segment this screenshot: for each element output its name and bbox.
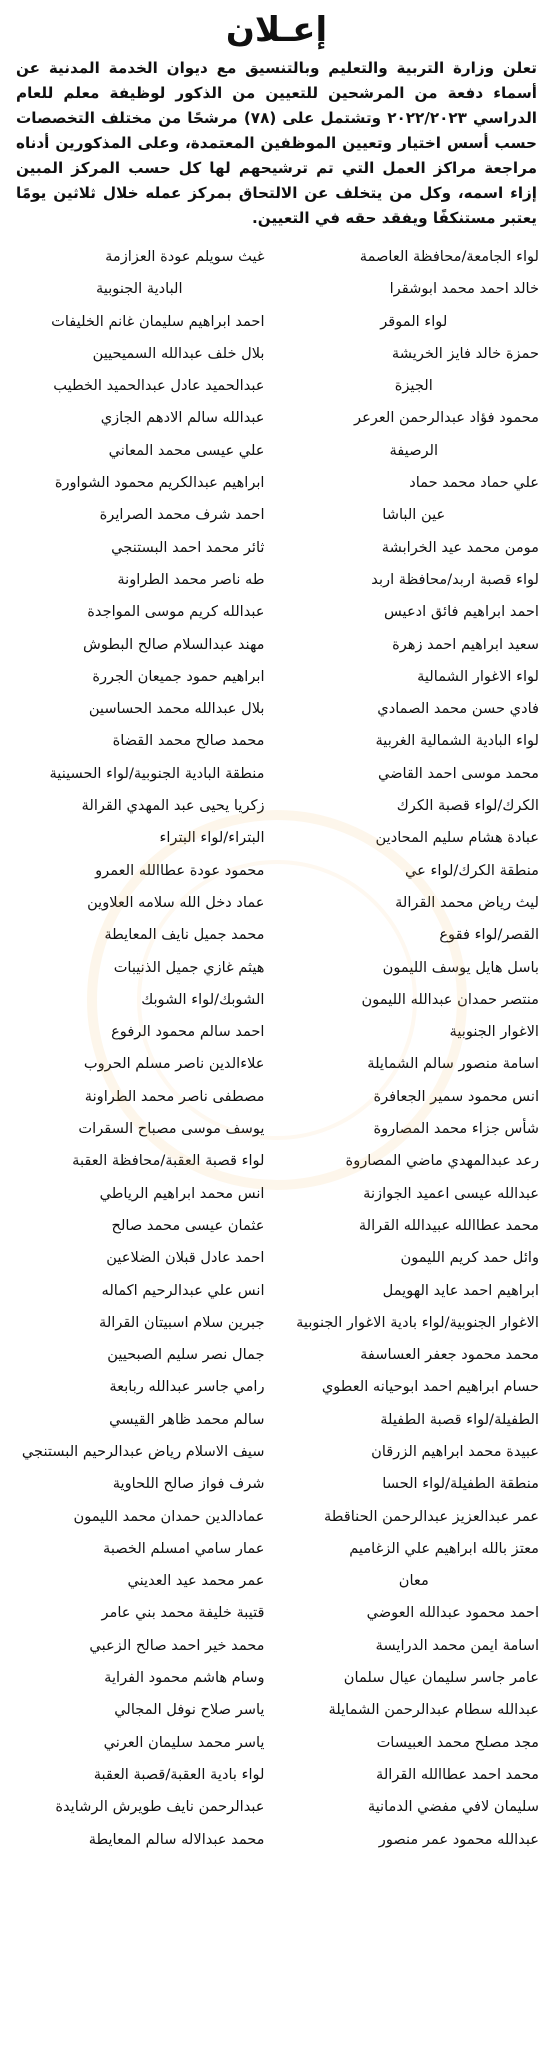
list-item: البادية الجنوبية [95,280,183,298]
list-item: انس محمود سمير الجعافرة [373,1087,539,1105]
list-item: البتراء/لواء البتراء [159,829,265,847]
list-item: منطقة البادية الجنوبية/لواء الحسينية [49,764,265,782]
list-item: عين الباشا [382,506,446,524]
list-item: عماد دخل الله سلامه العلاوين [87,893,265,911]
list-item: جبرين سلام اسبيتان القرالة [99,1313,265,1331]
list-item: احمد عادل قبلان الضلاعين [106,1249,265,1267]
list-item: عبدالله سطام عبدالرحمن الشمايلة [328,1701,539,1719]
list-item: عبدالله محمود عمر منصور [378,1830,539,1848]
list-item: قتيبة خليفة محمد بني عامر [101,1604,265,1622]
list-item: غيث سويلم عودة العزازمة [105,248,265,265]
list-item: جمال نصر سليم الصبحيين [107,1346,265,1364]
list-item: عبيدة محمد ابراهيم الزرقان [371,1442,539,1460]
list-item: منطقة الكرك/لواء عي [404,861,539,879]
list-item: يوسف موسى مصباح السقرات [78,1120,265,1138]
page-title: إعـلان [225,10,328,50]
list-item: سيف الاسلام رياض عبدالرحيم البستنجي [21,1442,265,1460]
list-item: ثائر محمد احمد البستنجي [111,538,265,556]
list-item: شأس جزاء محمد المصاروة [373,1120,539,1138]
list-item: مومن محمد عيد الخرابشة [381,538,539,556]
list-item: مهند عبدالسلام صالح البطوش [83,635,265,653]
list-item: عبدالحميد عادل عبدالحميد الخطيب [53,377,265,395]
list-item: احمد سالم محمود الرفوع [111,1023,265,1041]
list-item: القصر/لواء فقوع [439,926,539,944]
list-item: محمود عودة عطاالله العمرو [95,861,265,879]
list-item: معتز بالله ابراهيم علي الزغاميم [349,1539,539,1557]
list-item: احمد شرف محمد الصرايرة [99,506,265,524]
list-item: محمد عطاالله عبيدالله القرالة [358,1216,539,1234]
announcement-intro: تعلن وزارة التربية والتعليم وبالتنسيق مع ديوان الخدمة المدنية عن أسماء دفعة من المرشحين للتعيين من الذكور لوظيفة معلم للعام الدراسي ٢٠٢٢/٢٠٢٣ وتشتمل على (٧٨) مرشحًا من مختلف التخصصات حسب أسس اختيار وتعيين الموظفين المعتمدة، وعلى المذكورين أدناه مراجعة مراكز العمل التي تم ترشيحهم لها كل حسب المركز المبين إزاء اسمه، وكل من يتخلف عن الالتحاق بمركز عمله خلال ثلاثين يومًا يعتبر مستنكفًا ويفقد حقه في التعيين. [16,59,537,227]
list-item: باسل هايل يوسف الليمون [382,958,539,976]
list-item: خالد احمد محمد ابوشقرا [389,280,539,298]
list-item: محمد جميل نايف المعايطة [104,926,265,944]
list-item: عبدالله كريم موسى المواجدة [87,603,265,621]
list-item: الرصيفة [389,441,439,459]
list-item: محمد موسى احمد القاضي [377,764,539,782]
list-item: لواء الجامعة/محافظة العاصمة [359,248,539,265]
list-item: عبدالله عيسى اعميد الجوازنة [363,1184,539,1202]
candidates-columns [14,241,539,1856]
list-item: لواء الموقر [380,312,448,330]
list-item: الاغوار الجنوبية [449,1023,539,1041]
list-item: الطفيلة/لواء قصبة الطفيلة [380,1410,539,1428]
list-item: محمد صالح محمد القضاة [112,732,265,750]
list-item: وائل حمد كريم الليمون [400,1249,539,1267]
list-item: طه ناصر محمد الطراونة [117,570,265,588]
list-item: بلال خلف عبدالله السميحيين [92,344,265,362]
list-item: محمد عبدالاله سالم المعايطة [88,1830,265,1848]
list-item: ابراهيم حمود جميعان الجررة [92,667,265,685]
list-item: ياسر محمد سليمان العرني [103,1733,265,1751]
list-item: احمد ابراهيم سليمان غانم الخليفات [51,312,265,330]
list-item: حمزة خالد فايز الخريشة [391,344,539,362]
list-item: عمار سامي امسلم الخصبة [103,1539,265,1557]
list-item: عمادالدين حمدان محمد الليمون [73,1507,265,1525]
list-item: منتصر حمدان عبدالله الليمون [361,990,539,1008]
list-item: لواء قصبة اربد/محافظة اربد [371,570,539,588]
list-item: معان [398,1572,429,1590]
list-item: ابراهيم عبدالكريم محمود الشواورة [54,474,265,492]
list-item: زكريا يحيى عبد المهدي القرالة [81,797,265,815]
list-item: ابراهيم احمد عايد الهويمل [382,1281,539,1299]
list-item: مجد مصلح محمد العبيسات [376,1733,539,1751]
list-item: اسامة منصور سالم الشمايلة [367,1055,539,1073]
list-item: محمد محمود جعفر العساسفة [360,1346,539,1364]
list-item: علي حماد محمد حماد [409,474,539,492]
list-item: انس علي عبدالرحيم اكماله [101,1281,265,1299]
list-item: علي عيسى محمد المعاني [108,441,265,459]
list-item: عبدالله سالم الادهم الجازي [100,409,265,427]
list-item: محمد خير احمد صالح الزعبي [89,1636,265,1654]
list-item: مصطفى ناصر محمد الطراونة [84,1087,265,1105]
list-item: سالم محمد ظاهر القيسي [109,1410,265,1428]
list-item: عامر جاسر سليمان عيال سلمان [343,1669,539,1687]
list-item: ياسر صلاح نوفل المجالي [114,1701,265,1719]
list-item: اسامة ايمن محمد الدرايسة [375,1636,539,1654]
list-item: رامي جاسر عبدالله ربابعة [109,1378,265,1396]
list-item: رعد عبدالمهدي ماضي المصاروة [345,1152,539,1170]
list-item: فادي حسن محمد الصمادي [377,700,539,718]
list-item: سعيد ابراهيم احمد زهرة [392,635,539,653]
list-item: حسام ابراهيم احمد ابوحيانه العطوي [321,1378,539,1396]
list-item: الكرك/لواء قصبة الكرك [396,797,539,815]
list-item: لواء بادية العقبة/قصبة العقبة [93,1765,265,1783]
list-item: ليث رياض محمد القرالة [395,893,539,911]
list-item: الشوبك/لواء الشوبك [141,990,265,1008]
list-item: عبادة هشام سليم المحادين [375,829,539,847]
list-item: لواء الاغوار الشمالية [417,667,539,685]
list-item: عمر محمد عيد العديني [127,1572,265,1590]
list-item: وسام هاشم محمود الفراية [104,1669,265,1687]
list-item: لواء قصبة العقبة/محافظة العقبة [72,1152,265,1170]
list-item: احمد ابراهيم فائق ادعيس [383,603,539,621]
list-item: هيثم غازي جميل الذنيبات [113,958,265,976]
list-item: الاغوار الجنوبية/لواء بادية الاغوار الجنوبية [296,1313,539,1331]
list-item: بلال عبدالله محمد الحساسين [88,700,265,718]
list-item: عثمان عيسى محمد صالح [111,1216,265,1234]
list-item: محمد احمد عطاالله القرالة [376,1765,539,1783]
candidates-column-right [289,241,540,1856]
list-item: عمر عبدالعزيز عبدالرحمن الحناقطة [323,1507,539,1525]
list-item: عبدالرحمن نايف طويرش الرشايدة [55,1798,265,1816]
list-item: منطقة الطفيلة/لواء الحسا [382,1475,539,1493]
list-item: انس محمد ابراهيم الرياطي [99,1184,265,1202]
list-item: لواء البادية الشمالية الغربية [375,732,539,750]
list-item: الجيزة [394,377,433,395]
list-item: سليمان لافي مفضي الدمانية [367,1798,539,1816]
list-item: احمد محمود عبدالله العوضي [366,1604,539,1622]
list-item: علاءالدين ناصر مسلم الحروب [83,1055,265,1073]
candidates-column-left [14,241,265,1856]
list-item: محمود فؤاد عبدالرحمن العرعر [354,409,539,427]
list-item: شرف فواز صالح اللحاوية [112,1475,265,1493]
